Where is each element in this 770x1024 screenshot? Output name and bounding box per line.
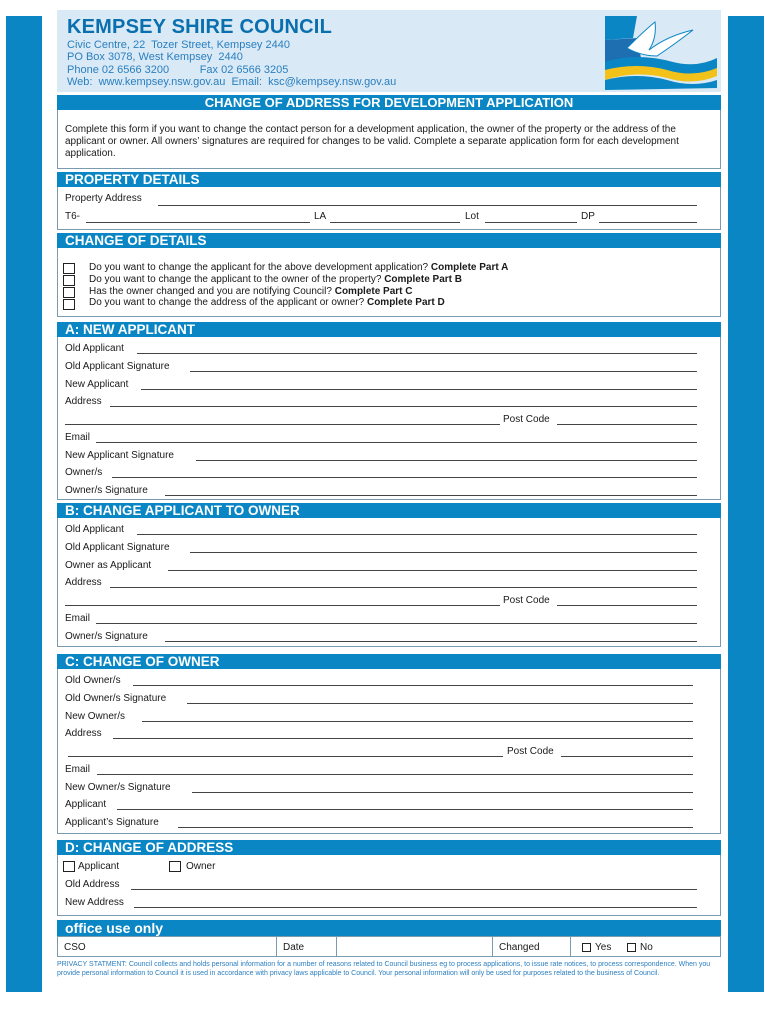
b-owner-as-applicant-label: Owner as Applicant (65, 560, 152, 571)
right-side-bar (728, 16, 764, 992)
a-old-signature-label: Old Applicant Signature (65, 361, 170, 372)
d-owner-checkbox[interactable] (169, 861, 181, 872)
c-new-owners-field[interactable] (142, 721, 693, 722)
part-c-checkbox[interactable] (63, 287, 75, 298)
c-address-line-2[interactable] (68, 756, 503, 757)
yes-checkbox[interactable] (582, 943, 591, 952)
a-owners-label: Owner/s (65, 467, 103, 478)
council-contact-details: Civic Centre, 22 Tozer Street, Kempsey 2440 PO Box 3078, West Kempsey 2440 Phone 02 6566 3200 Fax 02 6566 3205 Web: www.kempsey.nsw.gov.au Email: ksc@kempsey.nsw.gov.au (67, 39, 397, 88)
part-a-bar (57, 322, 721, 337)
t6-label: T6- (65, 211, 80, 222)
question-part-c: Has the owner changed and you are notifying Council? Complete Part C (89, 286, 413, 297)
part-b-checkbox[interactable] (63, 275, 75, 286)
a-new-applicant-label: New Applicant (65, 379, 129, 390)
d-old-address-label: Old Address (65, 879, 120, 890)
a-address-field[interactable] (110, 406, 697, 407)
b-address-line-2[interactable] (65, 605, 500, 606)
c-applicant-signature-label: Applicant’s Signature (65, 817, 159, 828)
part-d-checkbox[interactable] (63, 299, 75, 310)
changed-options (571, 936, 721, 957)
a-old-applicant-label: Old Applicant (65, 343, 124, 354)
c-applicant-signature-field[interactable] (178, 827, 693, 828)
a-old-signature-field[interactable] (190, 371, 697, 372)
changed-label: Changed (493, 936, 571, 957)
part-c-heading: C: CHANGE OF OWNER (65, 654, 220, 669)
office-use-bar (57, 920, 721, 936)
form-title: CHANGE OF ADDRESS FOR DEVELOPMENT APPLICATION (204, 95, 574, 110)
privacy-statement: PRIVACY STATMENT: Council collects and holds personal information for a number of reasons related to Council business eg to process applications, to issue rate notices, to process correspondence. When you provide personal information to Council it is used in accordance with privacy laws applicable to Council. Your personal information will only be used for purposes related to the business of Council. (57, 961, 711, 977)
d-new-address-label: New Address (65, 897, 124, 908)
letterhead (57, 10, 721, 92)
c-post-code-label: Post Code (507, 746, 554, 757)
b-email-label: Email (65, 613, 91, 624)
cso-label: CSO (57, 936, 277, 957)
b-post-code-label: Post Code (503, 595, 550, 606)
la-label: LA (314, 211, 327, 222)
c-email-field[interactable] (97, 774, 693, 775)
change-of-details-bar (57, 233, 721, 248)
b-email-field[interactable] (96, 623, 697, 624)
c-new-owners-signature-label: New Owner/s Signature (65, 782, 171, 793)
lot-field[interactable] (485, 222, 577, 223)
a-owners-signature-label: Owner/s Signature (65, 485, 148, 496)
c-email-label: Email (65, 764, 91, 775)
yes-label: Yes (595, 942, 612, 953)
no-checkbox[interactable] (627, 943, 636, 952)
c-address-field[interactable] (113, 738, 693, 739)
b-old-signature-label: Old Applicant Signature (65, 542, 170, 553)
part-b-box (57, 518, 721, 647)
property-details-heading: PROPERTY DETAILS (65, 172, 200, 187)
b-address-label: Address (65, 577, 102, 588)
d-new-address-field[interactable] (134, 907, 697, 908)
a-old-applicant-field[interactable] (137, 353, 697, 354)
b-owners-signature-label: Owner/s Signature (65, 631, 148, 642)
b-old-applicant-label: Old Applicant (65, 524, 124, 535)
date-field[interactable] (337, 936, 493, 957)
c-new-owners-label: New Owner/s (65, 711, 126, 722)
office-use-heading: office use only (65, 920, 164, 936)
a-owners-signature-field[interactable] (165, 495, 697, 496)
a-post-code-label: Post Code (503, 414, 550, 425)
lot-label: Lot (465, 211, 479, 222)
la-field[interactable] (330, 222, 460, 223)
form-title-bar (57, 95, 721, 110)
part-b-bar (57, 503, 721, 518)
part-a-checkbox[interactable] (63, 263, 75, 274)
part-d-bar (57, 840, 721, 855)
property-address-label: Property Address (65, 193, 142, 204)
no-label: No (640, 942, 653, 953)
a-email-label: Email (65, 432, 91, 443)
change-of-details-heading: CHANGE OF DETAILS (65, 233, 207, 248)
part-a-heading: A: NEW APPLICANT (65, 322, 195, 337)
question-part-b: Do you want to change the applicant to the owner of the property? Complete Part B (89, 274, 462, 285)
c-old-owners-field[interactable] (133, 685, 693, 686)
council-logo-icon (597, 10, 721, 92)
dp-field[interactable] (599, 222, 697, 223)
office-use-table (57, 936, 721, 958)
b-old-signature-field[interactable] (190, 552, 697, 553)
a-new-applicant-field[interactable] (141, 389, 697, 390)
c-old-owners-signature-field[interactable] (187, 703, 693, 704)
c-address-label: Address (65, 728, 102, 739)
property-details-box (57, 187, 721, 230)
c-old-owners-signature-label: Old Owner/s Signature (65, 693, 167, 704)
d-applicant-option-label: Applicant (78, 861, 120, 872)
part-c-bar (57, 654, 721, 669)
a-owners-field[interactable] (112, 477, 697, 478)
date-label: Date (277, 936, 337, 957)
b-address-field[interactable] (110, 587, 697, 588)
c-new-owners-signature-field[interactable] (192, 792, 693, 793)
property-address-field[interactable] (158, 205, 697, 206)
c-post-code-field[interactable] (561, 756, 693, 757)
a-address-label: Address (65, 396, 102, 407)
council-name: KEMPSEY SHIRE COUNCIL (67, 16, 332, 38)
d-owner-option-label: Owner (186, 861, 216, 872)
intro-text: Complete this form if you want to change the contact person for a development application, the owner of the property or the address of the applicant or owner. All owners’ signatures are required for changes to be valid. Complete a separate application form for each development application. (65, 124, 679, 159)
c-old-owners-label: Old Owner/s (65, 675, 121, 686)
dp-label: DP (581, 211, 595, 222)
b-owners-signature-field[interactable] (165, 641, 697, 642)
d-old-address-field[interactable] (131, 889, 697, 890)
a-new-signature-field[interactable] (196, 460, 697, 461)
b-post-code-field[interactable] (557, 605, 697, 606)
question-part-a: Do you want to change the applicant for the above development application? Complete Part A (89, 262, 509, 273)
c-applicant-label: Applicant (65, 799, 107, 810)
b-owner-as-applicant-field[interactable] (168, 570, 697, 571)
c-applicant-field[interactable] (117, 809, 693, 810)
a-email-field[interactable] (96, 442, 697, 443)
part-d-heading: D: CHANGE OF ADDRESS (65, 840, 234, 855)
d-applicant-checkbox[interactable] (63, 861, 75, 872)
a-new-signature-label: New Applicant Signature (65, 450, 174, 461)
b-old-applicant-field[interactable] (137, 534, 697, 535)
a-post-code-field[interactable] (557, 424, 697, 425)
a-address-line-2[interactable] (65, 424, 500, 425)
part-b-heading: B: CHANGE APPLICANT TO OWNER (65, 503, 300, 518)
left-side-bar (6, 16, 42, 992)
question-part-d: Do you want to change the address of the applicant or owner? Complete Part D (89, 297, 445, 308)
t6-field[interactable] (86, 222, 310, 223)
property-details-bar (57, 172, 721, 187)
